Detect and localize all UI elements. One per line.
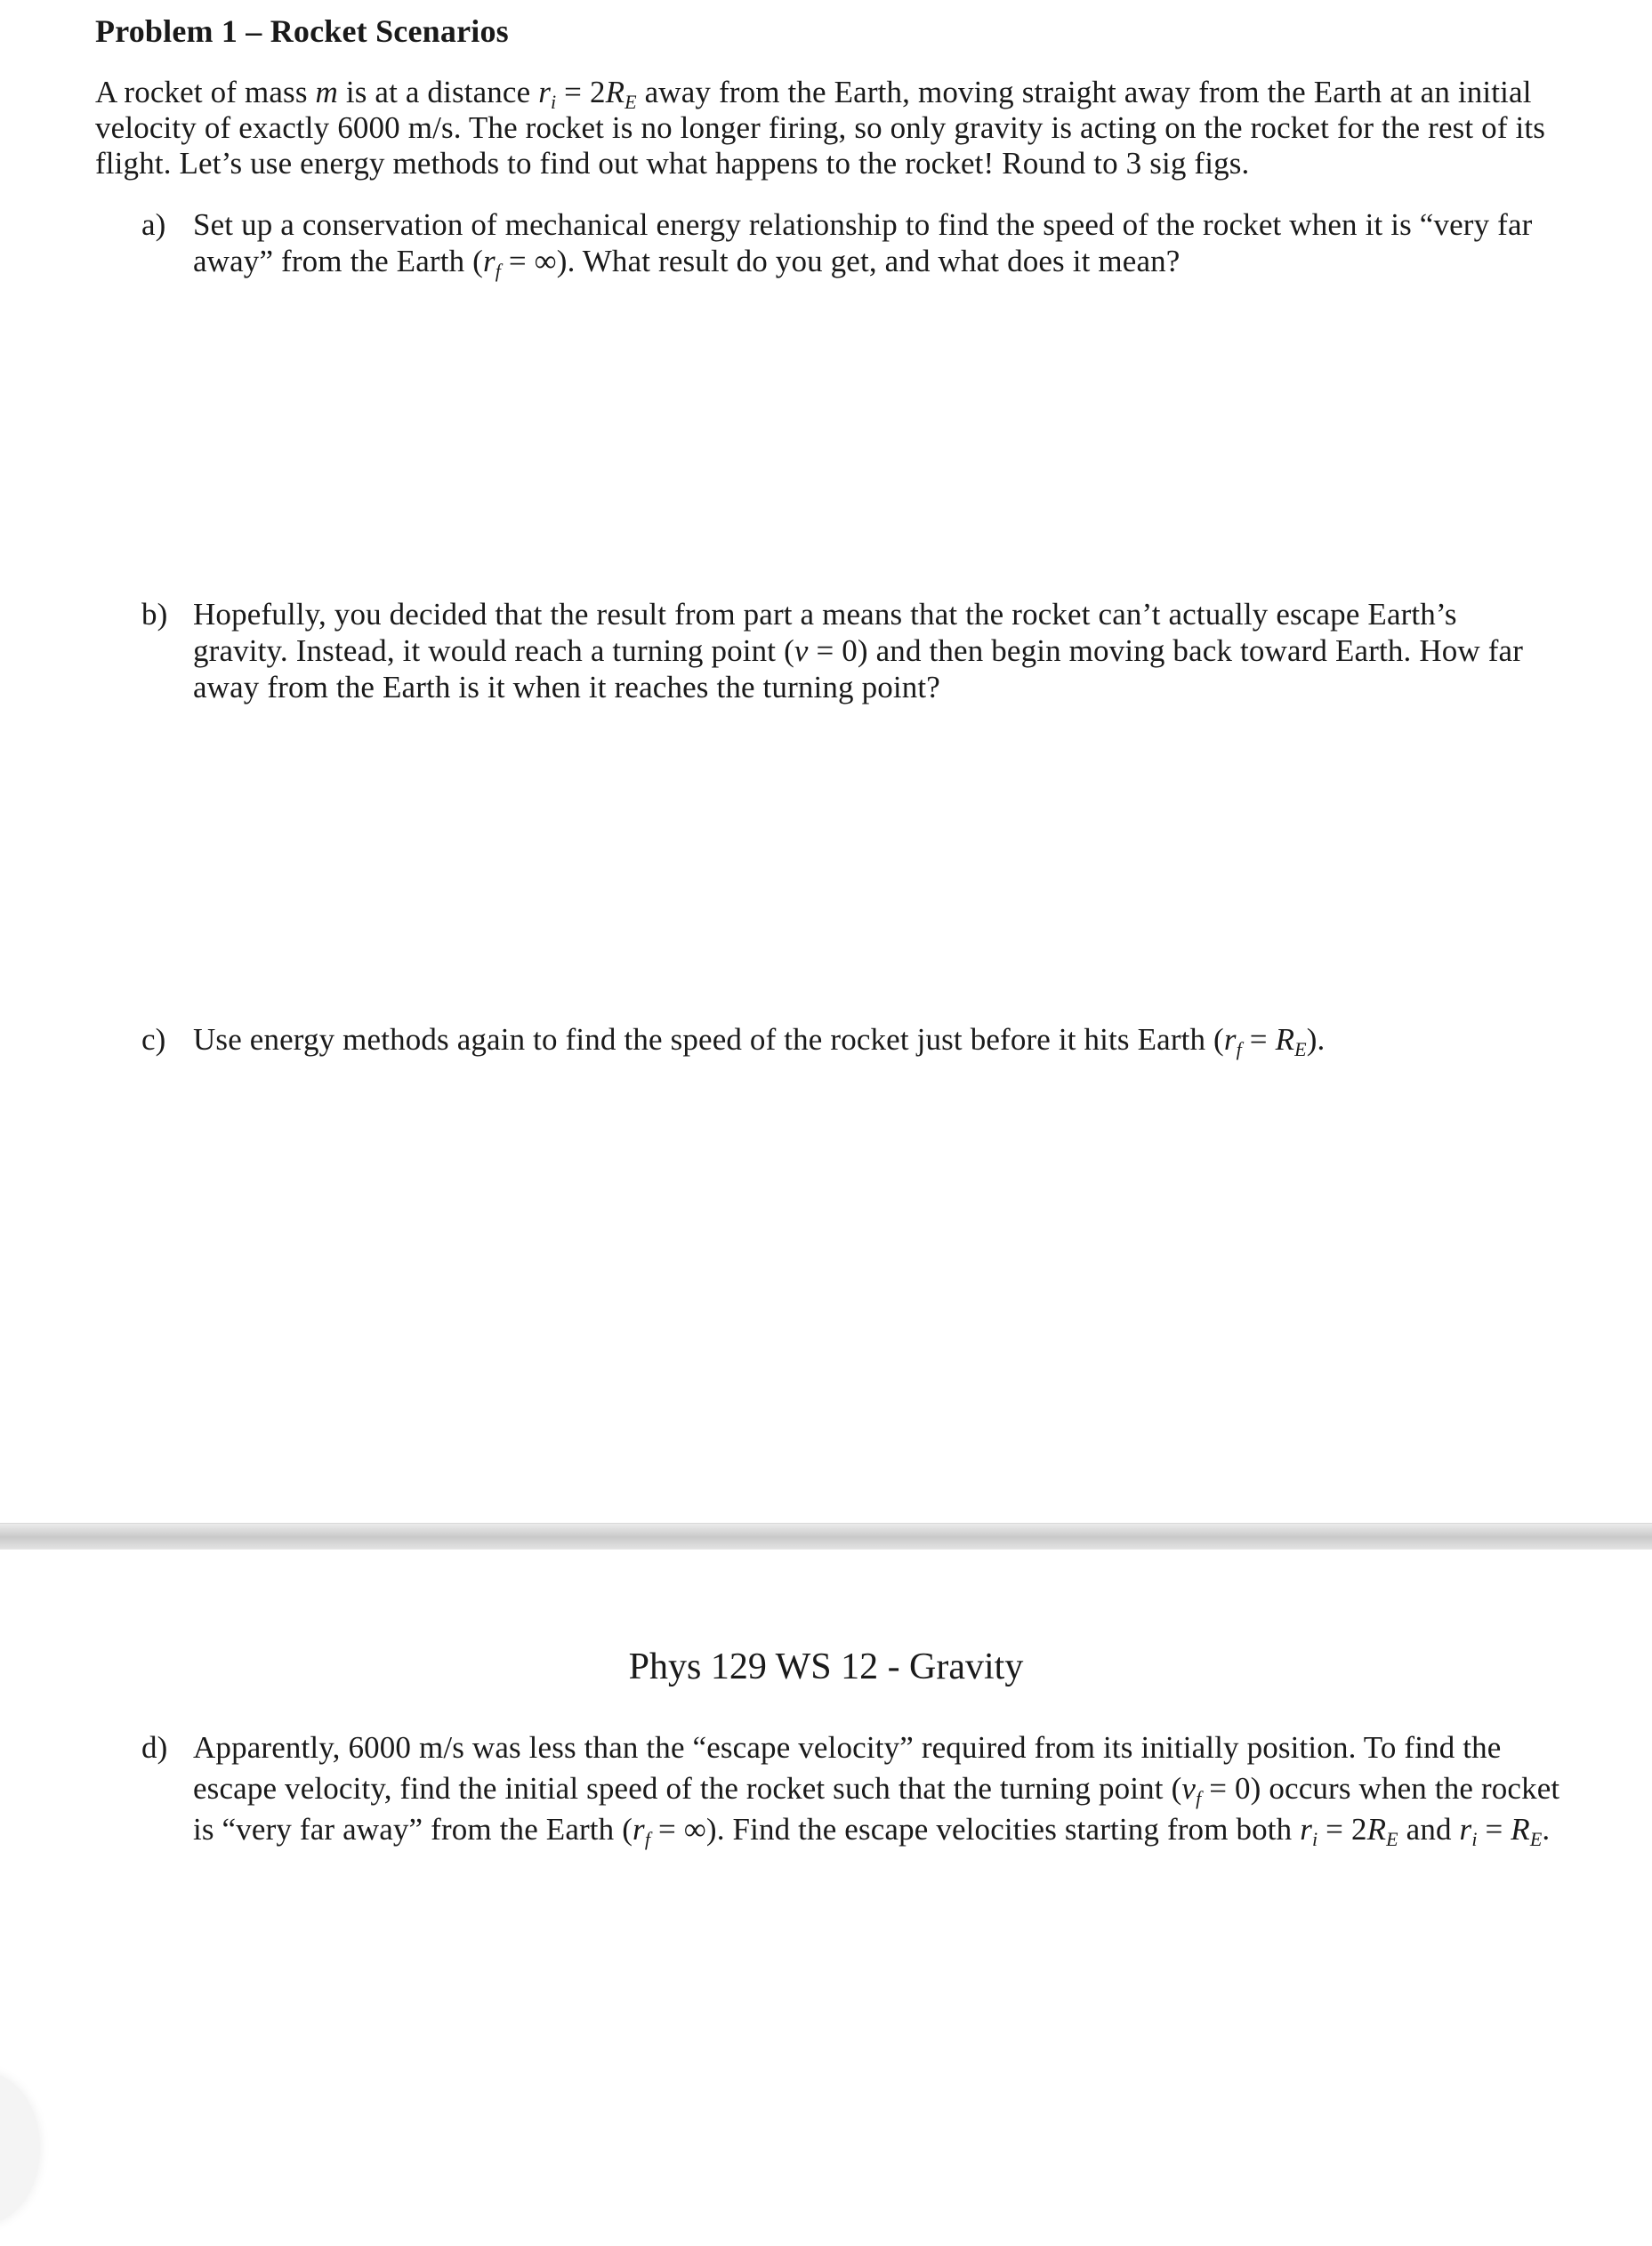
part-a-text: Set up a conservation of mechanical energy relationship to find the speed of the rocket when it is “very far away” from the Earth ($r_f$ = ∞). What result do you get, and what does it mean? xyxy=(193,207,1533,282)
part-b-label: b) xyxy=(141,597,168,632)
question-part-c xyxy=(142,1021,1557,1058)
part-a-label: a) xyxy=(141,207,166,242)
worksheet-header-title: Phys 129 WS 12 - Gravity xyxy=(628,1646,1024,1687)
part-d-label: d) xyxy=(141,1730,168,1765)
question-part-d xyxy=(142,1727,1566,1850)
part-b-text: Hopefully, you decided that the result from part a means that the rocket can’t actually escape Earth’s gravity. Instead, it would reach a turning point (v = 0) and then begin moving back toward Earth. How far away from the Earth is it when it reaches the turning point? xyxy=(193,597,1524,704)
problem-title: Problem 1 – Rocket Scenarios xyxy=(95,13,509,49)
worksheet-page-2 xyxy=(0,1550,1652,2246)
page-separator xyxy=(0,1523,1652,1551)
part-c-text: Use energy methods again to find the speed of the rocket just before it hits Earth $(r_f = R_E)$. xyxy=(193,1022,1326,1060)
part-d-text: Apparently, 6000 m/s was less than the “escape velocity” required from its initially position. To find the escape velocity, find the initial speed of the rocket such that the turning point $(v_f = 0)$ occurs when the rocket is “very far away” from the Earth ($r_f$ = ∞). Find the escape velocities starting from both $r_i = 2R_E$ and $r_i = R_E$. xyxy=(193,1730,1560,1850)
problem-intro: A rocket of mass m is at a distance $r_i = 2R_E$ away from the Earth, moving straight away from the Earth at an initial velocity of exactly 6000 m/s. The rocket is no longer firing, so only gravity is acting on the rocket for the rest of its flight. Let’s use energy methods to find out what happens to the rocket! Round to 3 sig figs. xyxy=(95,75,1546,181)
part-c-label: c) xyxy=(141,1022,166,1057)
question-part-b xyxy=(142,596,1557,705)
question-part-a xyxy=(141,206,1557,282)
